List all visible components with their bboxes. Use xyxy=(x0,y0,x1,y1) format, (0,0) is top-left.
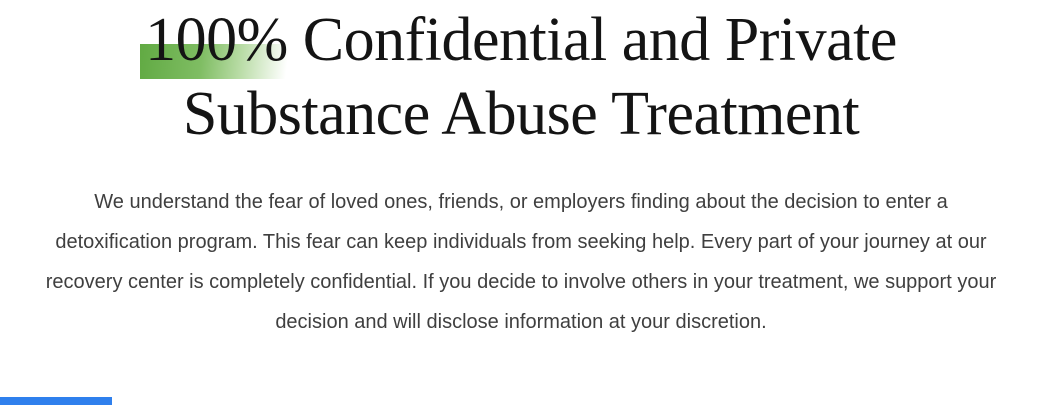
heading-line-1 xyxy=(0,3,1042,77)
scroll-progress-bar xyxy=(0,397,112,405)
paragraph-line: recovery center is completely confidential. If you decide to involve others in your treatment, we support your xyxy=(45,271,997,293)
heading-line-2: Substance Abuse Treatment xyxy=(182,80,860,148)
paragraph-line: We understand the fear of loved ones, friends, or employers finding about the decision to enter a xyxy=(94,191,948,213)
paragraph-line: decision and will disclose information at your discretion. xyxy=(275,311,767,333)
heading-line-1-rest: Confidential and Private xyxy=(287,6,897,74)
section-paragraph xyxy=(0,182,1042,342)
paragraph-line: detoxification program. This fear can keep individuals from seeking help. Every part of your journey at our xyxy=(55,231,987,253)
green-highlighted-text: 100% xyxy=(145,3,288,77)
section-heading xyxy=(0,0,1042,151)
